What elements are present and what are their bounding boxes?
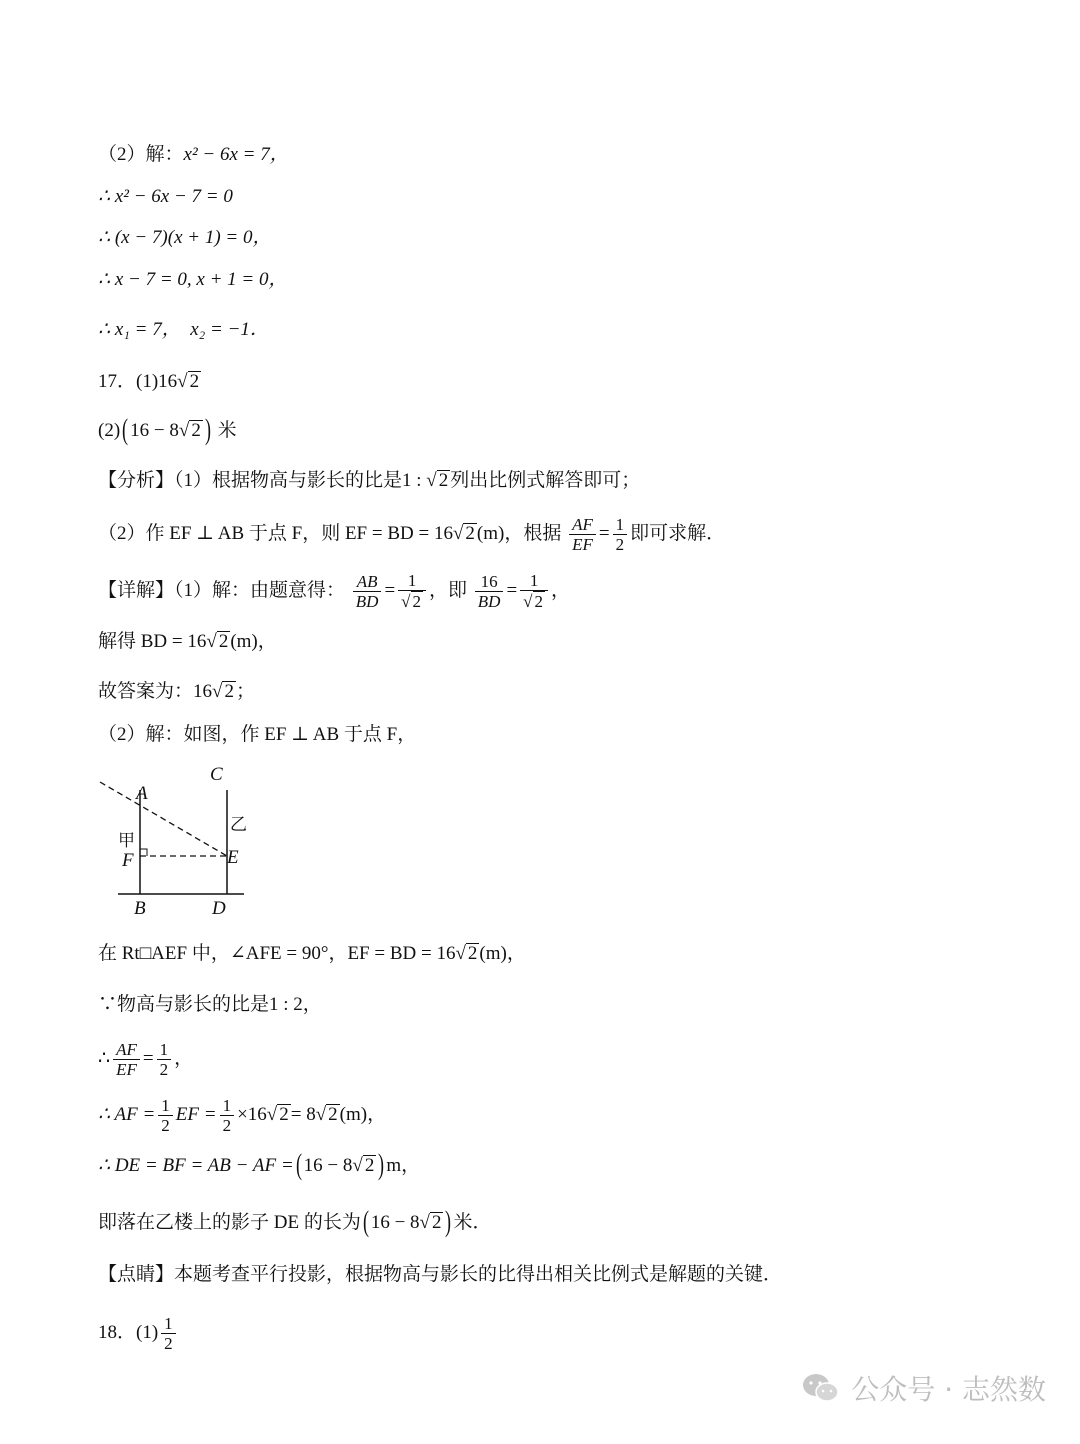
conclusion: 即落在乙楼上的影子 DE 的长为( 16 − 8√ 2 ) 米．	[98, 1205, 492, 1238]
wechat-icon	[801, 1371, 841, 1405]
line-factored: ∴ (x − 7)(x + 1) = 0，	[98, 227, 272, 248]
line-equation-given: （2）解：x² − 6x = 7，	[98, 144, 289, 165]
q17-part1-answer: 17．(1)16√ 2	[98, 371, 200, 392]
label-b: B	[134, 898, 146, 919]
right-angle-mark	[140, 849, 147, 856]
de-calculation: ∴ DE = BF = AB − AF =( 16 − 8√ 2 ) m，	[98, 1148, 421, 1181]
label-f: F	[122, 850, 134, 871]
q17-part2-answer: (2)( 16 − 8√ 2 ) 米	[98, 413, 237, 446]
watermark-text: 公众号 · 志然数	[851, 1373, 1046, 1406]
label-a: A	[136, 783, 148, 804]
af-calculation: ∴ AF = $\frac{1}{2}$ EF = $\frac{1}{2}$ ×16√ 2 = 8√ 2 (m)，	[98, 1096, 387, 1135]
watermark	[801, 1368, 1046, 1408]
analysis-part1: 【分析】（1）根据物高与影长的比是1 : √ 2 列出比例式解答即可；	[98, 469, 641, 491]
rt-triangle: 在 Rt□AEF 中，∠AFE = 90°，EF = BD = 16√ 2 (m)，	[98, 943, 526, 964]
label-e: E	[227, 847, 239, 868]
line-roots: ∴ x₁ = 7， x₂ = −1．	[98, 319, 269, 340]
detail-part1: 【详解】（1）解：由题意得： $\frac{AB}{BD}$ = $\frac{1}{√ 2}$ ，即 $\frac{16}{BD}$ = $\frac{1}{√ 2}$ ，	[98, 571, 571, 611]
af-ratio: ∴ $\frac{AF}{EF}$ = $\frac{1}{2}$ ，	[98, 1040, 194, 1079]
solve-bd: 解得 BD = 16√ 2 (m)，	[98, 631, 277, 652]
answer-part1: 故答案为：16√ 2 ；	[98, 681, 255, 702]
analysis-part2: （2）作 EF ⊥ AB 于点 F，则 EF = BD = 16√ 2 (m)，根据 $\frac{AF}{EF}$ = $\frac{1}{2}$ 即可求解．	[98, 515, 726, 554]
part2-intro: （2）解：如图，作 EF ⊥ AB 于点 F，	[98, 724, 417, 745]
label-jia: 甲	[118, 831, 135, 851]
label-c: C	[210, 764, 223, 785]
line-rearranged: ∴ x² − 6x − 7 = 0	[98, 186, 233, 207]
q18-part1-answer: 18．(1) $\frac{1}{2}$	[98, 1314, 179, 1353]
comment: 【点睛】本题考查平行投影，根据物高与影长的比得出相关比例式是解题的关键．	[98, 1263, 783, 1285]
label-yi: 乙	[230, 815, 247, 835]
line-roots-equations: ∴ x − 7 = 0, x + 1 = 0，	[98, 269, 288, 290]
label-d: D	[212, 898, 226, 919]
geometry-figure	[96, 760, 256, 920]
ratio-line: ∵物高与影长的比是1 : 2，	[98, 994, 322, 1015]
